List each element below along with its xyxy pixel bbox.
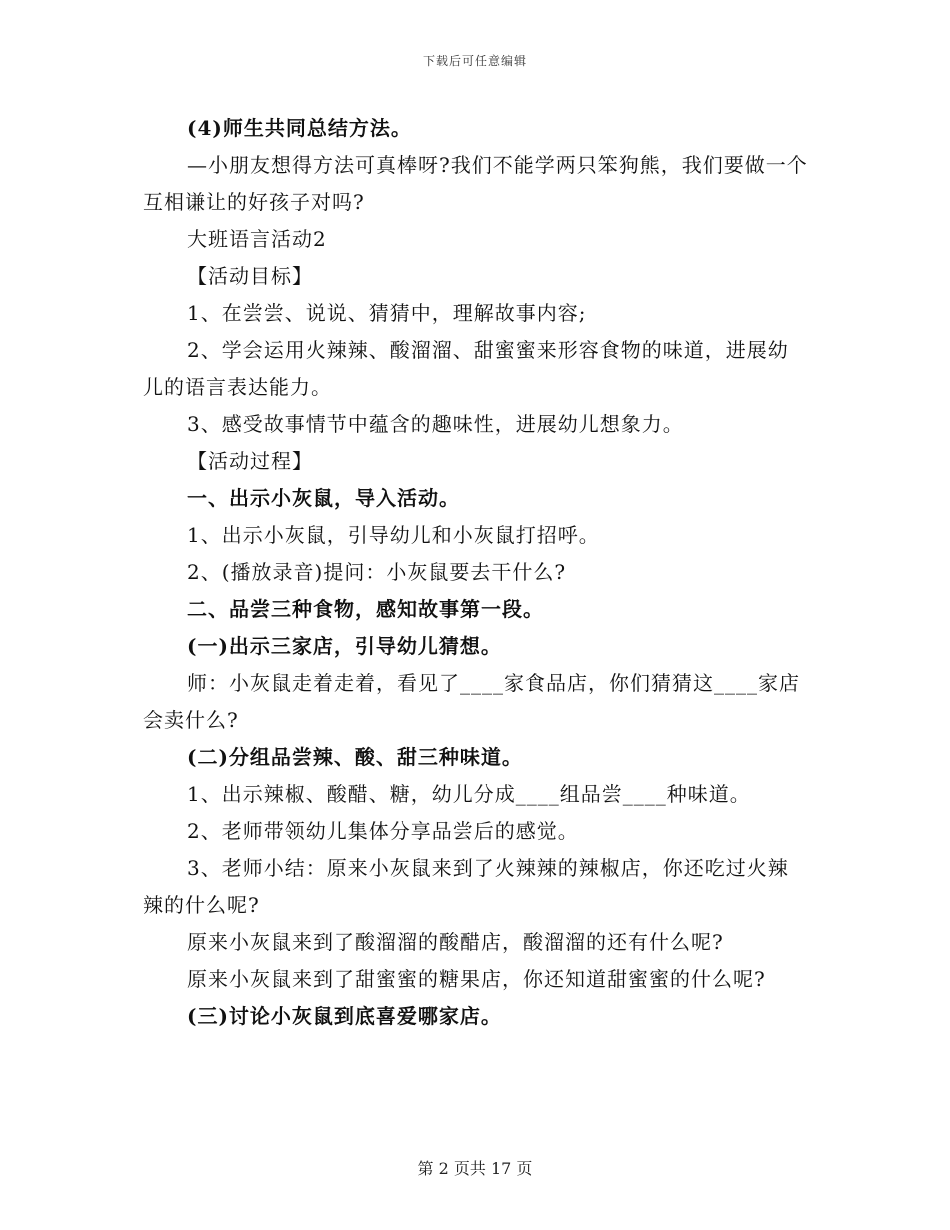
paragraph: (4)师生共同总结方法。 <box>187 116 412 140</box>
paragraph: 3、感受故事情节中蕴含的趣味性，进展幼儿想象力。 <box>187 412 684 436</box>
page-header: 下载后可任意编辑 <box>422 54 527 68</box>
paragraph: 1、在尝尝、说说、猜猜中，理解故事内容; <box>187 301 587 325</box>
subheading: 一、出示小灰鼠，导入活动。 <box>187 486 460 510</box>
paragraph: 2、学会运用火辣辣、酸溜溜、甜蜜蜜来形容食物的味道，进展幼儿的语言表达能力。 <box>143 338 789 399</box>
subheading: (三)讨论小灰鼠到底喜爱哪家店。 <box>187 1004 502 1028</box>
paragraph: 2、(播放录音)提问：小灰鼠要去干什么? <box>187 560 567 584</box>
section-title: 大班语言活动2 <box>187 227 327 251</box>
paragraph: 3、老师小结：原来小灰鼠来到了火辣辣的辣椒店，你还吃过火辣辣的什么呢? <box>143 856 789 917</box>
subheading: (二)分组品尝辣、酸、甜三种味道。 <box>187 745 523 769</box>
document-body <box>143 110 808 1035</box>
subheading: 二、品尝三种食物，感知故事第一段。 <box>187 597 544 621</box>
paragraph: —小朋友想得方法可真棒呀?我们不能学两只笨狗熊，我们要做一个互相谦让的好孩子对吗? <box>143 153 808 214</box>
paragraph: 原来小灰鼠来到了酸溜溜的酸醋店，酸溜溜的还有什么呢? <box>187 930 724 954</box>
section-heading: 【活动过程】 <box>187 449 313 473</box>
paragraph: 原来小灰鼠来到了甜蜜蜜的糖果店，你还知道甜蜜蜜的什么呢? <box>187 967 766 991</box>
subheading: (一)出示三家店，引导幼儿猜想。 <box>187 634 502 658</box>
paragraph: 1、出示小灰鼠，引导幼儿和小灰鼠打招呼。 <box>187 523 600 547</box>
paragraph: 2、老师带领幼儿集体分享品尝后的感觉。 <box>187 819 579 843</box>
paragraph: 1、出示辣椒、酸醋、糖，幼儿分成____组品尝____种味道。 <box>187 782 751 806</box>
paragraph: 师：小灰鼠走着走着，看见了____家食品店，你们猜猜这____家店会卖什么? <box>143 671 800 732</box>
page-footer: 第 2 页共 17 页 <box>417 1159 533 1178</box>
section-heading: 【活动目标】 <box>187 264 313 288</box>
